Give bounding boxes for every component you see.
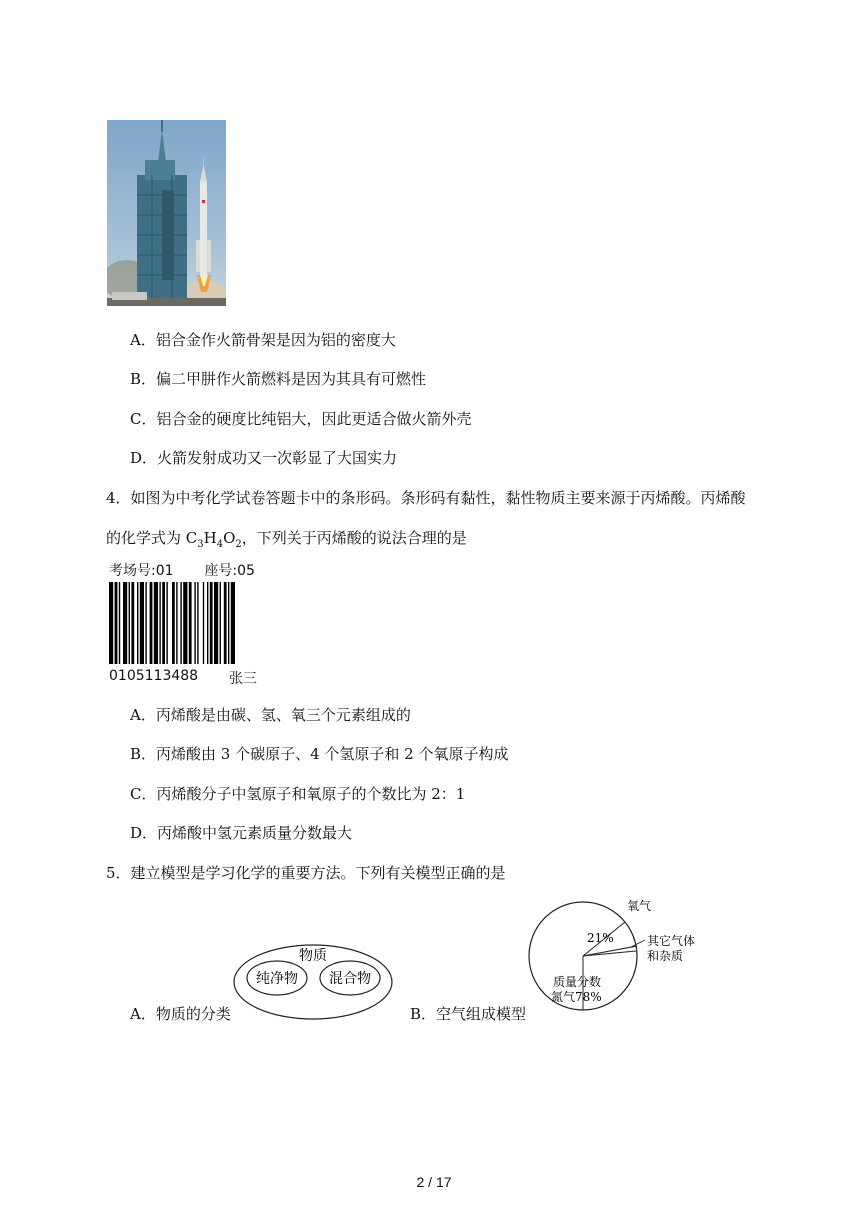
barcode-bar xyxy=(140,582,144,664)
pie-mass-label: 质量分数 xyxy=(553,975,602,989)
pie-nitrogen-label: 氮气78% xyxy=(551,990,602,1004)
pie-other-label-1: 其它气体 xyxy=(647,934,696,948)
q4-option-d: D．丙烯酸中氢元素质量分数最大 xyxy=(130,824,353,842)
q4-option-a: A．丙烯酸是由碳、氢、氧三个元素组成的 xyxy=(130,706,411,724)
q4-stem-line2: 的化学式为 $C_3H_4O_2$，下列关于丙烯酸的说法合理的是 xyxy=(106,529,467,550)
barcode-bar xyxy=(176,582,177,664)
q3-option-d: D．火箭发射成功又一次彰显了大国实力 xyxy=(130,449,398,467)
barcode-bar xyxy=(194,582,195,664)
barcode-bar xyxy=(203,582,204,664)
q4-option-b: B．丙烯酸由 3 个碳原子、4 个氢原子和 2 个氧原子构成 xyxy=(130,745,509,763)
barcode-bar xyxy=(220,582,221,664)
barcode-bar xyxy=(145,582,146,664)
matter-classification-diagram xyxy=(233,944,393,1020)
barcode-bar xyxy=(189,582,192,664)
barcode-bar xyxy=(123,582,127,664)
barcode-bar xyxy=(210,582,213,664)
barcode-bar xyxy=(154,582,158,664)
q4-option-c: C．丙烯酸分子中氢原子和氧原子的个数比为 2：1 xyxy=(130,785,466,803)
barcode-number: 0105113488 xyxy=(109,668,199,684)
barcode-bar xyxy=(183,582,187,664)
rocket-launch-photo xyxy=(107,120,226,306)
barcode-header xyxy=(109,560,255,580)
pie-oxygen-percent: 21% xyxy=(587,931,614,945)
barcode-bar xyxy=(224,582,227,664)
barcode-bar xyxy=(172,582,175,664)
page-number: 2 / 17 xyxy=(416,1174,452,1190)
other-gas-leader xyxy=(631,940,645,947)
pie-line-other-2 xyxy=(583,951,636,956)
venn-outer-label: 物质 xyxy=(299,948,327,964)
q3-option-c: C．铝合金的硬度比纯铝大，因此更适合做火箭外壳 xyxy=(130,410,472,428)
venn-right-label: 混合物 xyxy=(329,971,371,987)
student-name: 张三 xyxy=(229,671,257,687)
barcode-bar xyxy=(207,582,208,664)
q5-stem: 5．建立模型是学习化学的重要方法。下列有关模型正确的是 xyxy=(106,864,506,882)
q3-option-a: A．铝合金作火箭骨架是因为铝的密度大 xyxy=(130,331,396,349)
q5-option-a: A．物质的分类 xyxy=(130,1005,231,1023)
air-composition-pie xyxy=(523,896,703,1022)
q4-stem-line1: 4．如图为中考化学试卷答题卡中的条形码。条形码有黏性，黏性物质主要来源于丙烯酸。丙烯酸 xyxy=(106,489,746,507)
q5-option-b: B．空气组成模型 xyxy=(410,1005,527,1023)
barcode-bar xyxy=(119,582,120,664)
pie-oxygen-label: 氧气 xyxy=(627,899,652,913)
barcode-bar xyxy=(109,582,113,664)
barcode-bar xyxy=(159,582,160,664)
seat-label: 座号:05 xyxy=(204,563,255,579)
q3-option-b: B．偏二甲肼作火箭燃料是因为其具有可燃性 xyxy=(130,370,427,388)
barcode-bar xyxy=(150,582,153,664)
barcode-bar xyxy=(197,582,198,664)
barcode-bar xyxy=(131,582,134,664)
barcode-footer xyxy=(109,668,264,687)
barcode-bar xyxy=(129,582,130,664)
barcode-bar xyxy=(214,582,218,664)
barcode-bar xyxy=(166,582,167,664)
venn-left-label: 纯净物 xyxy=(256,971,298,987)
barcode-image xyxy=(109,582,264,664)
barcode-bar xyxy=(228,582,229,664)
barcode-bar xyxy=(115,582,118,664)
barcode-bar xyxy=(180,582,181,664)
pie-other-label-2: 和杂质 xyxy=(647,949,684,963)
pie-line-other-1 xyxy=(583,946,637,956)
exam-room-label: 考场号:01 xyxy=(109,563,174,579)
barcode-bar xyxy=(231,582,235,664)
barcode-bar xyxy=(137,582,138,664)
barcode-bar xyxy=(162,582,165,664)
